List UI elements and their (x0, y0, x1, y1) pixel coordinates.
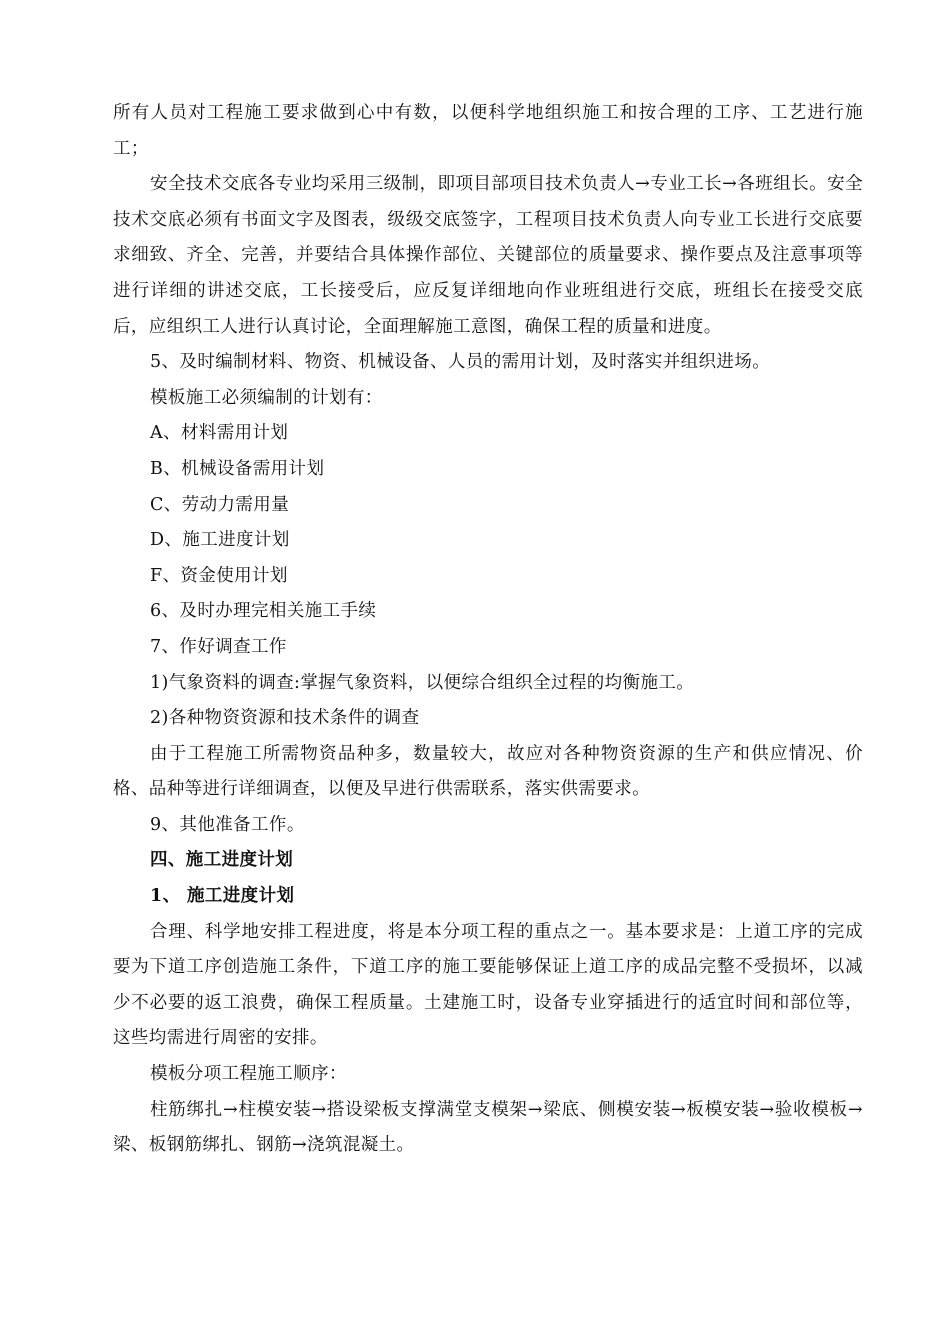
paragraph-schedule-requirements: 合理、科学地安排工程进度，将是本分项工程的重点之一。基本要求是：上道工序的完成要为下道工序创造施工条件，下道工序的施工要能够保证上道工序的成品完整不受损坏，以减少不必要的返工浪费，确保工程质量。土建施工时，设备专业穿插进行的适宜时间和部位等，这些均需进行周密的安排。 (113, 921, 863, 1049)
section-heading-4: 四、施工进度计划 (150, 850, 294, 871)
document-body (113, 96, 863, 1164)
sub-item-2-resources: 2)各种物资资源和技术条件的调查 (150, 708, 420, 729)
sub-item-1-weather: 1)气象资料的调查:掌握气象资料，以便综合组织全过程的均衡施工。 (150, 672, 695, 693)
paragraph-sequence-intro: 模板分项工程施工顺序： (150, 1064, 347, 1085)
item-7-survey: 7、作好调查工作 (150, 636, 287, 657)
list-item-d: D、施工进度计划 (150, 530, 290, 551)
list-item-b: B、机械设备需用计划 (150, 458, 325, 479)
item-9-other: 9、其他准备工作。 (150, 814, 305, 835)
subsection-heading-1: 1、 施工进度计划 (150, 886, 295, 907)
list-item-f: F、资金使用计划 (150, 565, 288, 586)
item-6-procedures: 6、及时办理完相关施工手续 (150, 601, 377, 622)
paragraph-continuation: 所有人员对工程施工要求做到心中有数，以便科学地组织施工和按合理的工序、工艺进行施工； (113, 103, 863, 159)
paragraph-sequence-steps: 柱筋绑扎→柱模安装→搭设梁板支撑满堂支模架→梁底、侧模安装→板模安装→验收模板→梁、板钢筋绑扎、钢筋→浇筑混凝土。 (113, 1099, 863, 1156)
paragraph-plans-intro: 模板施工必须编制的计划有： (150, 387, 383, 408)
paragraph-safety-briefing: 安全技术交底各专业均采用三级制，即项目部项目技术负责人→专业工长→各班组长。安全技术交底必须有书面文字及图表，级级交底签字，工程项目技术负责人向专业工长进行交底要求细致、齐全、完善，并要结合具体操作部位、关键部位的质量要求、操作要点及注意事项等进行详细的讲述交底，工长接受后，应反复详细地向作业班组进行交底，班组长在接受交底后，应组织工人进行认真讨论，全面理解施工意图，确保工程的质量和进度。 (113, 174, 863, 337)
list-item-a: A、材料需用计划 (150, 423, 289, 444)
paragraph-resources-detail: 由于工程施工所需物资品种多，数量较大，故应对各种物资资源的生产和供应情况、价格、品种等进行详细调查，以便及早进行供需联系，落实供需要求。 (113, 743, 863, 800)
list-item-c: C、劳动力需用量 (150, 494, 290, 515)
item-5-planning: 5、及时编制材料、物资、机械设备、人员的需用计划，及时落实并组织进场。 (150, 352, 771, 373)
